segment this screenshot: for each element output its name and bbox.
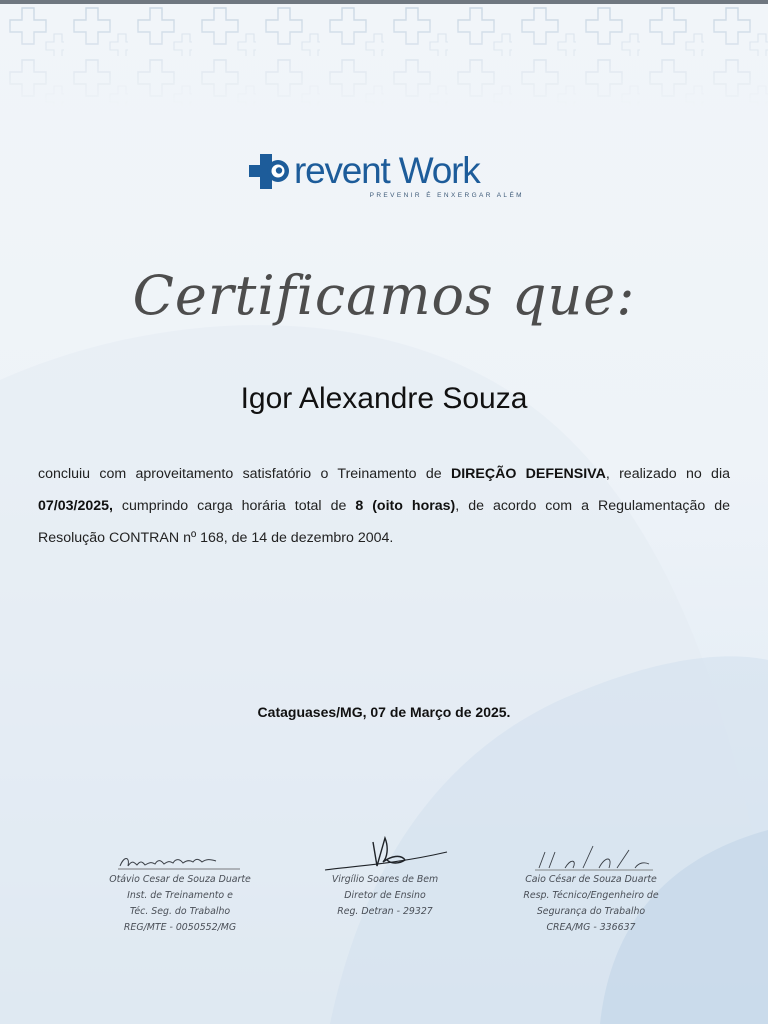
signature-line-4: CREA/MG - 336637 (546, 922, 636, 933)
signature-mark (491, 832, 691, 872)
body-text-3: cumprindo carga horária total de (112, 498, 356, 514)
signature-mark (285, 832, 485, 872)
body-text-4: , de acordo com a Regulamentação de Resolução CONTRAN nº 168, de 14 de dezembro 2004. (38, 498, 730, 546)
signature-line-3: Reg. Detran - 29327 (337, 906, 433, 917)
signature-line-2: Inst. de Treinamento e (127, 890, 233, 901)
signature-line-1: Virgílio Soares de Bem (331, 874, 439, 885)
body-text-2: , realizado no dia (605, 466, 730, 482)
handwritten-signature-icon (80, 832, 280, 872)
signature-line-3: Téc. Seg. do Trabalho (129, 906, 231, 917)
handwritten-signature-icon (285, 832, 485, 872)
course-hours: 8 (oito horas) (355, 498, 456, 514)
signature-block-engineer (491, 832, 691, 936)
signature-line-2: Resp. Técnico/Engenheiro de (523, 890, 659, 901)
signature-line-4: REG/MTE - 0050552/MG (123, 922, 237, 933)
signature-mark (80, 832, 280, 872)
company-logo (248, 148, 524, 208)
place-and-date: Cataguases/MG, 07 de Março de 2025. (257, 704, 511, 720)
signature-line-1: Caio César de Souza Duarte (525, 874, 657, 885)
handwritten-signature-icon (491, 832, 691, 872)
signature-line-1: Otávio Cesar de Souza Duarte (109, 874, 251, 885)
signature-line-3: Segurança do Trabalho (536, 906, 646, 917)
signature-block-director (285, 832, 485, 920)
logo-wordmark: revent Work (294, 150, 480, 191)
certificate-headline: Certificamos que: (132, 264, 636, 327)
certificate-body (38, 458, 730, 554)
logo-tagline: PREVENIR É ENXERGAR ALÉM (369, 192, 524, 199)
cross-eye-logo-icon (248, 152, 298, 192)
signature-line-2: Diretor de Ensino (344, 890, 426, 901)
signature-block-instructor (80, 832, 280, 936)
course-date: 07/03/2025, (38, 498, 113, 514)
recipient-name: Igor Alexandre Souza (240, 382, 528, 415)
body-text-1: concluiu com aproveitamento satisfatório o Treinamento de (38, 466, 451, 482)
course-name: DIREÇÃO DEFENSIVA (450, 466, 606, 482)
